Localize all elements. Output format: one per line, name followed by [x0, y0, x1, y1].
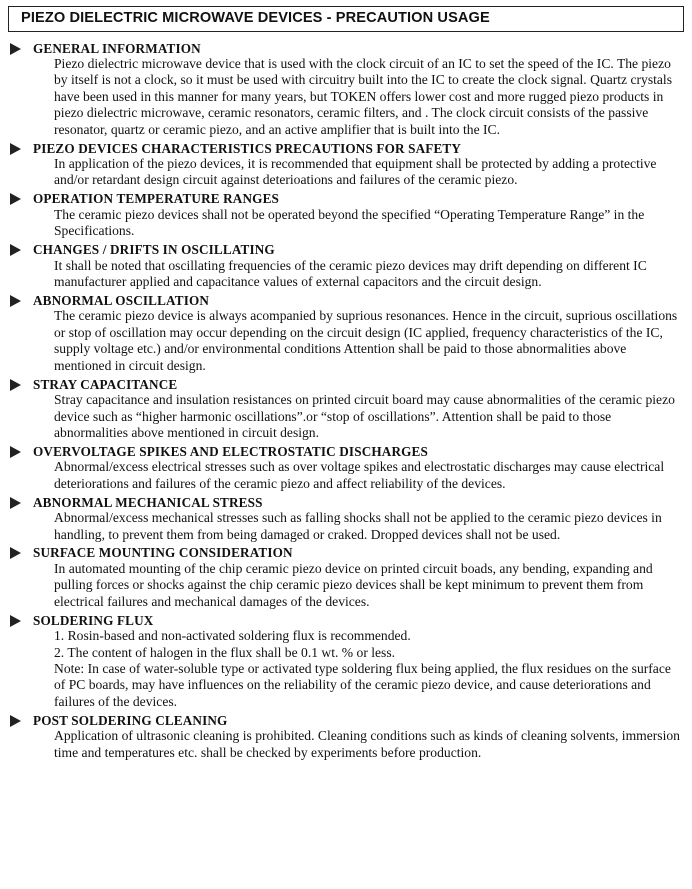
section-heading — [8, 141, 684, 156]
section-heading — [8, 444, 684, 459]
section-paragraph: Note: In case of water-soluble type or activated type soldering flux being applied, the flux residues on the surface of PC boards, may have influences on the reliability of the ceramic piezo device, and cause deteriorations and failures of the devices. — [54, 660, 671, 709]
section-body — [54, 392, 680, 441]
section — [8, 243, 684, 291]
section — [8, 546, 684, 610]
triangle-bullet-icon — [10, 143, 21, 155]
document-title: PIEZO DIELECTRIC MICROWAVE DEVICES - PRECAUTION USAGE — [8, 6, 684, 32]
section-heading-text: GENERAL INFORMATION — [33, 40, 201, 56]
triangle-bullet-icon — [10, 547, 21, 559]
section-heading-text: SOLDERING FLUX — [33, 612, 154, 628]
section-body — [54, 207, 680, 240]
section-body — [54, 459, 680, 492]
section-heading — [8, 713, 684, 728]
section-heading — [8, 613, 684, 628]
section-body — [54, 628, 680, 710]
section — [8, 444, 684, 492]
section — [8, 377, 684, 441]
section-heading-text: OPERATION TEMPERATURE RANGES — [33, 191, 279, 207]
triangle-bullet-icon — [10, 379, 21, 391]
section — [8, 141, 684, 189]
section-heading — [8, 293, 684, 308]
triangle-bullet-icon — [10, 295, 21, 307]
section-body — [54, 258, 680, 291]
section-paragraph: Piezo dielectric microwave device that is used with the clock circuit of an IC to set the speed of the IC. The piezo by itself is not a clock, so it must be used with circuitry built into the IC to create the clock signal. Quartz crystals have been used in this manner for many years, but TOKEN offers lower cost and more rugged piezo products in piezo dielectric microwave, ceramic resonators, ceramic filters, and . The clock circuit consists of the passive resonator, quartz or ceramic piezo, and an active amplifier that is built into the IC. — [54, 56, 672, 137]
section — [8, 192, 684, 240]
section-heading-text: POST SOLDERING CLEANING — [33, 712, 228, 728]
section-paragraph: Abnormal/excess electrical stresses such as over voltage spikes and electrostatic discharges may cause electrical deteriorations and failures of the ceramic piezo and affect reliability of the devices. — [54, 459, 665, 491]
section-heading — [8, 192, 684, 207]
section-heading — [8, 41, 684, 56]
section-body — [54, 156, 680, 189]
section-heading-text: STRAY CAPACITANCE — [33, 376, 178, 392]
section-paragraph: The ceramic piezo device is always acompanied by suprious resonances. Hence in the circuit, suprious oscillations or stop of oscillation may occur depending on the circuit design (IC applied, frequency characteristics of the IC, supply voltage etc.) and/or environmental conditions Attention shall be paid to those abnormalities above mentioned in circuit design. — [54, 308, 678, 373]
section-heading — [8, 546, 684, 561]
section — [8, 41, 684, 138]
section-heading-text: OVERVOLTAGE SPIKES AND ELECTROSTATIC DISCHARGES — [33, 443, 428, 459]
section — [8, 613, 684, 710]
section-body — [54, 561, 680, 610]
section-heading-text: SURFACE MOUNTING CONSIDERATION — [33, 545, 293, 561]
triangle-bullet-icon — [10, 497, 21, 509]
section-heading-text: ABNORMAL MECHANICAL STRESS — [33, 494, 263, 510]
section-paragraph: In automated mounting of the chip ceramic piezo device on printed circuit boads, any bending, expanding and pulling forces or shocks against the chip ceramic piezo devices shall be kept minimum to prevent them from electrical failures and mechanical damages of the devices. — [54, 560, 653, 609]
section-paragraph: Abnormal/excess mechanical stresses such as falling shocks shall not be applied to the ceramic piezo devices in handling, to prevent them from being damaged or craked. Dropped devices shall not be used. — [54, 510, 662, 542]
triangle-bullet-icon — [10, 615, 21, 627]
triangle-bullet-icon — [10, 193, 21, 205]
section-paragraph: Stray capacitance and insulation resistances on printed circuit board may cause abnormalities of the ceramic piezo device such as “higher harmonic oscillations”.or “stop of oscillations”. Attention shall be paid to those abnormalities above mentioned in circuit design. — [54, 392, 675, 440]
section-heading — [8, 377, 684, 392]
section-body — [54, 510, 680, 543]
section — [8, 713, 684, 761]
triangle-bullet-icon — [10, 244, 21, 256]
sections-list — [8, 41, 684, 761]
section-heading-text: PIEZO DEVICES CHARACTERISTICS PRECAUTIONS FOR SAFETY — [33, 140, 462, 156]
section-body — [54, 308, 680, 374]
section-paragraph: In application of the piezo devices, it is recommended that equipment shall be protected by adding a protective and/or retardant design circuit against deterioations and failures of the ceramic piezo. — [54, 156, 657, 188]
triangle-bullet-icon — [10, 715, 21, 727]
section-heading-text: ABNORMAL OSCILLATION — [33, 292, 210, 308]
section-heading — [8, 495, 684, 510]
section-paragraph: The ceramic piezo devices shall not be operated beyond the specified “Operating Temperature Range” in the Specifications. — [54, 206, 645, 239]
section — [8, 495, 684, 543]
section-heading — [8, 243, 684, 258]
section-heading-text: CHANGES / DRIFTS IN OSCILLATING — [33, 242, 275, 258]
section-paragraph: 2. The content of halogen in the flux shall be 0.1 wt. % or less. — [54, 644, 396, 660]
section-paragraph: It shall be noted that oscillating frequencies of the ceramic piezo devices may drift depending on different IC manufacturer applied and capacitance values of external capacitors and the circuit design. — [54, 257, 647, 290]
section-paragraph: Application of ultrasonic cleaning is prohibited. Cleaning conditions such as kinds of cleaning solvents, immersion time and temperatures etc. shall be checked by experiments before production. — [54, 728, 680, 760]
triangle-bullet-icon — [10, 43, 21, 55]
section-body — [54, 56, 680, 138]
section — [8, 293, 684, 374]
triangle-bullet-icon — [10, 446, 21, 458]
section-body — [54, 728, 680, 761]
section-paragraph: 1. Rosin-based and non-activated soldering flux is recommended. — [54, 628, 411, 644]
